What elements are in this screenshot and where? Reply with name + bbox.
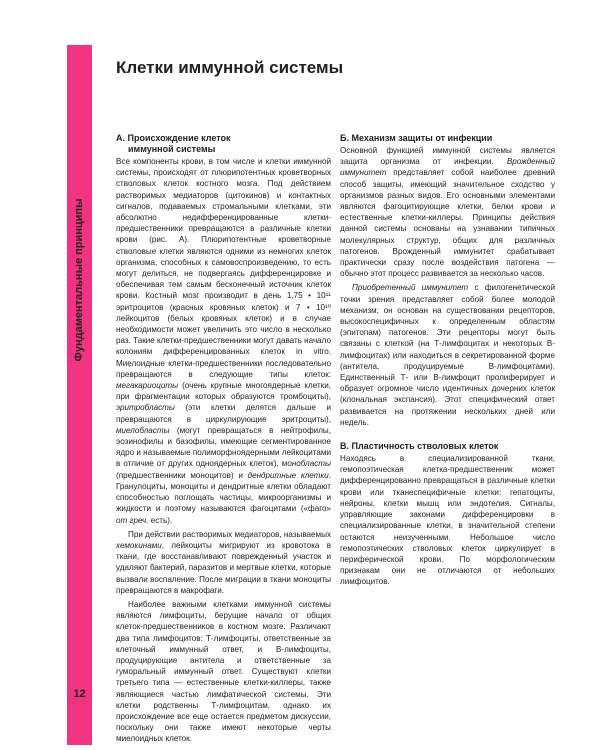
section-a-paragraph-3: [116, 599, 331, 745]
term-acquired-immunity: Приобретенный иммунитет: [352, 283, 469, 293]
section-b-paragraph-2: [340, 282, 555, 428]
section-a-p2-seg2: , лейкоциты мигрируют из кровотока в ткани, где восстанавливают поврежденный участок и удаляют бактерий, паразитов и мертвые клетки, которые вызвали воспаление. После миграции в ткани моноциты превращаются в макрофаги.: [116, 540, 331, 595]
section-b-p2-text: с филогенетической точки зрения представляет собой более молодой механизм; он основан на существовании рецепторов, высокоспецифичных к определенным областям (эпитопам) патогенов. Эти рецепторы могут быть связаны с клеткой (на Т-лимфоцитах и некоторых В-лимфоцитах) или находиться в секретированной форме (антитела, продуцируемые В-лимфоцитами). Единственный Т- или В-лимфоцит пролиферирует и образует огромное число идентичных дочерних клеток (клональная экспансия). Этот специфический ответ развивается на протяжении нескольких дней или недель.: [340, 283, 555, 427]
section-a-p1-text: Все компоненты крови, в том числе и клетки иммунной системы, происходят от плюрипотентных кроветворных стволовых клеток костного мозга. Под действием растворимых медиаторов (цитокинов) и контактных сигналов, подаваемых стромальными клетками, эти абсолютно недифференцированные клетки-предшественники превращаются в различные клетки крови (рис. А). Плюрипотентные кроветворные стволовые клетки являются одними из немногих клеток организма, способных к самовоспроизведению, то есть могут делиться, не подвергаясь дифференцировке и обеспечивая тем самым бесконечный источник клеток крови. Костный мозг производит в день 1,75 • 10¹¹ эритроцитов (красных кровяных клеток) и 7 • 10¹⁰ лейкоцитов (белых кровяных клеток) и в случае необходимости может увеличить это число в несколько раз. Такие клетки-предшественники могут давать начало колониям дифференцированных клеток in vitro. Миелоидные клетки-предшественники последовательно превращаются в следующие типы клеток:: [116, 157, 332, 379]
term-dendritic-cells: дендритные клетки: [247, 470, 329, 480]
section-b-paragraph-1: [340, 145, 555, 279]
section-b-p1-seg2: представляет собой наиболее древний способ защиты, имеющий значительное сходство у организмов разных видов. Его основными элементами являются фагоцитирующие клетки, белки крови и естественные клетки-киллеры. Принципы действия данной системы основаны на узнавании типичных молекулярных структур, общих для различных патогенов. Врожденный иммунитет срабатывает практически сразу после воздействия патогена — обычно этот процесс развивается за несколько часов.: [340, 168, 555, 279]
section-a-paragraph-2: [116, 529, 331, 596]
right-column: [340, 133, 555, 591]
section-a-p3-text: Наиболее важными клетками иммунной системы являются лимфоциты, берущие начало от общих клеток-предшественников в костном мозге. Различают два типа лимфоцитов: Т-лимфоциты, ответственные за клеточный иммунный ответ, и В-лимфоциты, продуцирующие антитела и ответственные за гуморальный иммунный ответ. Существуют клетки третьего типа — естественные клетки-киллеры, также являющиеся частью лимфатической системы. Эти клетки родственны Т-лимфоцитам, однако их происхождение все еще остается предметом дискуссии, поскольку они также имеют некоторые черты миелоидных клеток.: [116, 599, 331, 744]
left-column: [116, 133, 331, 748]
section-b-p1-seg1: Основной функцией иммунной системы является защита организма от инфекции.: [340, 146, 555, 167]
term-megakaryocytes: мегакариоциты: [116, 381, 179, 391]
section-a-p1-seg6: есть).: [148, 515, 173, 525]
section-a-heading-line1: А. Происхождение клеток: [116, 133, 231, 143]
section-a-paragraph-1: [116, 156, 331, 526]
page-title: Клетки иммунной системы: [116, 58, 344, 77]
section-a-p2-seg1: При действии растворимых медиаторов, называемых: [128, 529, 331, 539]
section-c-paragraph-1: Находясь в специализированной ткани, гемопоэтическая клетка-предшественник может дифференцированно превращаться в различные клетки крови или тканеспецифичные клетки: гепатоциты, нейроны, клетки мышц или эндотелия. Сигналы, управляющие законами дифференцировки в специализированные клетки, в значительной степени остаются неизученными. Небольшое число гемопоэтических стволовых клеток циркулирует в периферической крови. По морфологическим признакам они не отличаются от небольших лимфоцитов.: [340, 454, 555, 587]
term-myeloblasts: миелобласты: [116, 425, 170, 435]
section-a-p1-seg4: (предшественники моноцитов) и: [116, 470, 248, 480]
section-a-heading: [116, 133, 331, 155]
term-chemokines: хемокинами: [116, 540, 162, 550]
section-b-heading: Б. Механизм защиты от инфекции: [340, 133, 493, 143]
term-erythroblasts: эритробласты: [116, 403, 175, 413]
section-a-p1-seg2: (эти клетки делятся дальше и превращаются в циркулирующие эритроциты),: [116, 403, 331, 424]
term-greek: от греч.: [116, 515, 149, 525]
section-a-p1-seg5: . Гранулоциты, моноциты и дендритные клетки обладают способностью поглощать частицы, микроорганизмы и жидкости и поэтому называются фагоцитами («фаго»: [116, 470, 332, 514]
sidebar-section-label: Фундаментальные принципы: [73, 198, 85, 362]
section-c-heading: В. Пластичность стволовых клеток: [340, 441, 499, 452]
term-innate-immunity: Врожденный иммунитет: [340, 157, 555, 178]
section-a-p1-seg1: (очень крупные многоядерные клетки, при фрагментации которых образуются тромбоциты),: [116, 381, 331, 402]
section-a-heading-line2: иммунной системы: [128, 144, 216, 154]
term-monoblasts: монобласты: [281, 459, 331, 469]
page-number: 12: [73, 688, 86, 700]
section-a-p1-seg3: (могут превращаться в нейтрофилы, эозинофилы и базофилы, имеющие сегментированное ядро и называемые полиморфноядерными лейкоцитами в отличие от других одноядерных клеток),: [116, 425, 331, 469]
sidebar-accent-bar: [67, 45, 92, 745]
